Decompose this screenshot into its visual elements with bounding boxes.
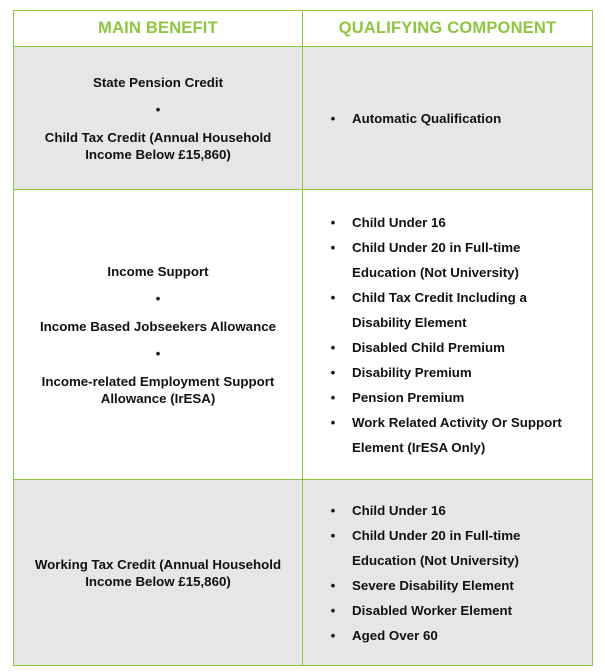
main-benefit-cell — [14, 190, 303, 479]
list-item — [328, 235, 584, 285]
bullet: • — [330, 339, 336, 355]
component-label: Child Under 20 in Full-time Education (Not University) — [352, 527, 521, 568]
qualifying-component-cell — [303, 480, 592, 665]
bullet: • — [330, 110, 336, 126]
table-row — [14, 46, 592, 189]
benefit-jobseekers-allowance: Income Based Jobseekers Allowance — [39, 318, 276, 334]
list-item — [328, 385, 584, 410]
bullet-separator: • — [155, 290, 161, 306]
qualifying-list — [328, 210, 584, 460]
bullet: • — [330, 527, 336, 543]
component-label: Disabled Worker Element — [352, 602, 513, 618]
qualifying-list — [328, 106, 584, 131]
benefit-working-tax-credit: Working Tax Credit (Annual Household Income Below £15,860) — [34, 556, 282, 589]
component-label: Child Under 16 — [352, 214, 446, 230]
bullet: • — [330, 239, 336, 255]
main-benefit-cell — [14, 47, 303, 189]
qualifying-list — [328, 498, 584, 648]
component-label: Disability Premium — [352, 364, 472, 380]
component-label: Disabled Child Premium — [352, 339, 505, 355]
component-label: Severe Disability Element — [352, 577, 514, 593]
bullet: • — [330, 602, 336, 618]
benefit-income-support: Income Support — [107, 263, 209, 279]
component-label: Child Under 20 in Full-time Education (Not University) — [352, 239, 521, 280]
bullet-separator: • — [155, 101, 161, 117]
component-label: Pension Premium — [352, 389, 465, 405]
bullet: • — [330, 414, 336, 430]
main-benefit-cell — [14, 480, 303, 665]
bullet: • — [330, 627, 336, 643]
list-item — [328, 285, 584, 335]
table-row — [14, 189, 592, 479]
qualifying-component-cell — [303, 47, 592, 189]
list-item — [328, 523, 584, 573]
bullet: • — [330, 577, 336, 593]
header-main-benefit: MAIN BENEFIT — [14, 11, 303, 46]
benefit-iresa: Income-related Employment Support Allowance (IrESA) — [41, 373, 275, 406]
component-label: Child Under 16 — [352, 502, 446, 518]
list-item — [328, 573, 584, 598]
list-item — [328, 598, 584, 623]
qualifying-component-cell — [303, 190, 592, 479]
component-label: Automatic Qualification — [352, 110, 502, 126]
list-item — [328, 623, 584, 648]
component-label: Child Tax Credit Including a Disability Element — [352, 289, 527, 330]
bullet-separator: • — [155, 345, 161, 361]
list-item — [328, 498, 584, 523]
list-item — [328, 410, 584, 460]
list-item — [328, 210, 584, 235]
list-item — [328, 335, 584, 360]
benefits-table — [13, 10, 593, 666]
list-item — [328, 360, 584, 385]
bullet: • — [330, 364, 336, 380]
benefit-state-pension-credit: State Pension Credit — [92, 74, 224, 90]
header-qualifying-component: QUALIFYING COMPONENT — [338, 19, 557, 37]
bullet: • — [330, 214, 336, 230]
table-header — [14, 11, 592, 46]
bullet: • — [330, 389, 336, 405]
component-label: Work Related Activity Or Support Element (IrESA Only) — [352, 414, 562, 455]
list-item — [328, 106, 584, 131]
table-row — [14, 479, 592, 665]
benefit-child-tax-credit: Child Tax Credit (Annual Household Income Below £15,860) — [44, 129, 272, 162]
bullet: • — [330, 502, 336, 518]
component-label: Aged Over 60 — [352, 627, 438, 643]
bullet: • — [330, 289, 336, 305]
